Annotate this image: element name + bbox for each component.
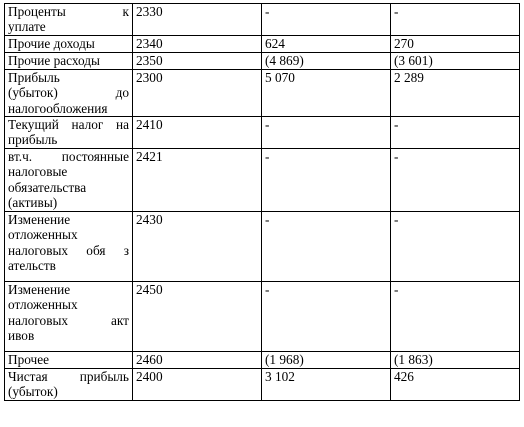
previous-period-cell: - — [391, 4, 520, 36]
row-label-cell — [5, 369, 133, 401]
row-label-cell — [5, 36, 133, 53]
financial-results-sheet — [4, 3, 520, 401]
row-label-line: (активы) — [8, 194, 58, 210]
income-statement-table — [4, 3, 520, 401]
row-label-line: Прочие расходы — [8, 53, 100, 68]
current-period-cell: (1 968) — [262, 352, 391, 369]
row-code-cell: 2450 — [133, 282, 262, 352]
previous-period-cell: - — [391, 117, 520, 149]
row-label-line: обязательства — [8, 179, 87, 195]
row-label-cell — [5, 149, 133, 212]
table-row — [5, 369, 520, 401]
current-period-cell: (4 869) — [262, 53, 391, 70]
row-label-line: налоговых акт — [8, 312, 129, 328]
row-code-cell: 2300 — [133, 70, 262, 117]
previous-period-cell: - — [391, 282, 520, 352]
previous-period-cell: (1 863) — [391, 352, 520, 369]
row-label-line: Чистая прибыль — [8, 369, 129, 384]
row-code-cell: 2421 — [133, 149, 262, 212]
row-label-cell — [5, 282, 133, 352]
row-code-cell: 2340 — [133, 36, 262, 53]
previous-period-cell: (3 601) — [391, 53, 520, 70]
row-label-line: Прочие доходы — [8, 36, 95, 51]
row-code-cell: 2400 — [133, 369, 262, 401]
row-label-cell — [5, 352, 133, 369]
current-period-cell: - — [262, 149, 391, 212]
current-period-cell: 3 102 — [262, 369, 391, 401]
row-label-line: налоговых обя з — [8, 242, 129, 258]
row-code-cell: 2430 — [133, 212, 262, 282]
current-period-cell: - — [262, 212, 391, 282]
current-period-cell: - — [262, 117, 391, 149]
table-row — [5, 117, 520, 149]
row-label-line: Изменение — [8, 212, 71, 227]
table-row — [5, 53, 520, 70]
row-label-cell — [5, 4, 133, 36]
row-label-line: ивов — [8, 327, 35, 343]
row-label-line: налоговые — [8, 164, 68, 180]
table-row — [5, 70, 520, 117]
row-label-line: прибыль — [8, 132, 58, 148]
row-label-line: отложенных — [8, 297, 78, 313]
row-label-cell — [5, 70, 133, 117]
current-period-cell: 5 070 — [262, 70, 391, 117]
row-label-line: Прибыль — [8, 70, 60, 85]
previous-period-cell: 2 289 — [391, 70, 520, 117]
row-label-line: ательств — [8, 257, 56, 273]
row-label-cell — [5, 117, 133, 149]
table-row — [5, 149, 520, 212]
table-row — [5, 352, 520, 369]
row-code-cell: 2410 — [133, 117, 262, 149]
row-code-cell: 2350 — [133, 53, 262, 70]
row-label-line: отложенных — [8, 227, 78, 243]
table-row — [5, 36, 520, 53]
row-code-cell: 2460 — [133, 352, 262, 369]
row-label-line: Изменение — [8, 282, 71, 297]
table-row — [5, 212, 520, 282]
table-row — [5, 282, 520, 352]
previous-period-cell: 426 — [391, 369, 520, 401]
row-label-cell — [5, 212, 133, 282]
current-period-cell: - — [262, 282, 391, 352]
row-label-line: налогообложения — [8, 100, 108, 116]
row-label-line: (убыток) — [8, 384, 58, 400]
row-label-line: Прочее — [8, 352, 50, 367]
row-label-line: (убыток) до — [8, 85, 129, 101]
row-label-line: вт.ч. постоянные — [8, 149, 129, 164]
row-label-cell — [5, 53, 133, 70]
previous-period-cell: 270 — [391, 36, 520, 53]
row-label-line: Проценты к — [8, 4, 129, 19]
current-period-cell: 624 — [262, 36, 391, 53]
previous-period-cell: - — [391, 212, 520, 282]
current-period-cell: - — [262, 4, 391, 36]
table-row — [5, 4, 520, 36]
row-label-line: Текущий налог на — [8, 117, 129, 132]
row-code-cell: 2330 — [133, 4, 262, 36]
previous-period-cell: - — [391, 149, 520, 212]
row-label-line: уплате — [8, 19, 46, 35]
